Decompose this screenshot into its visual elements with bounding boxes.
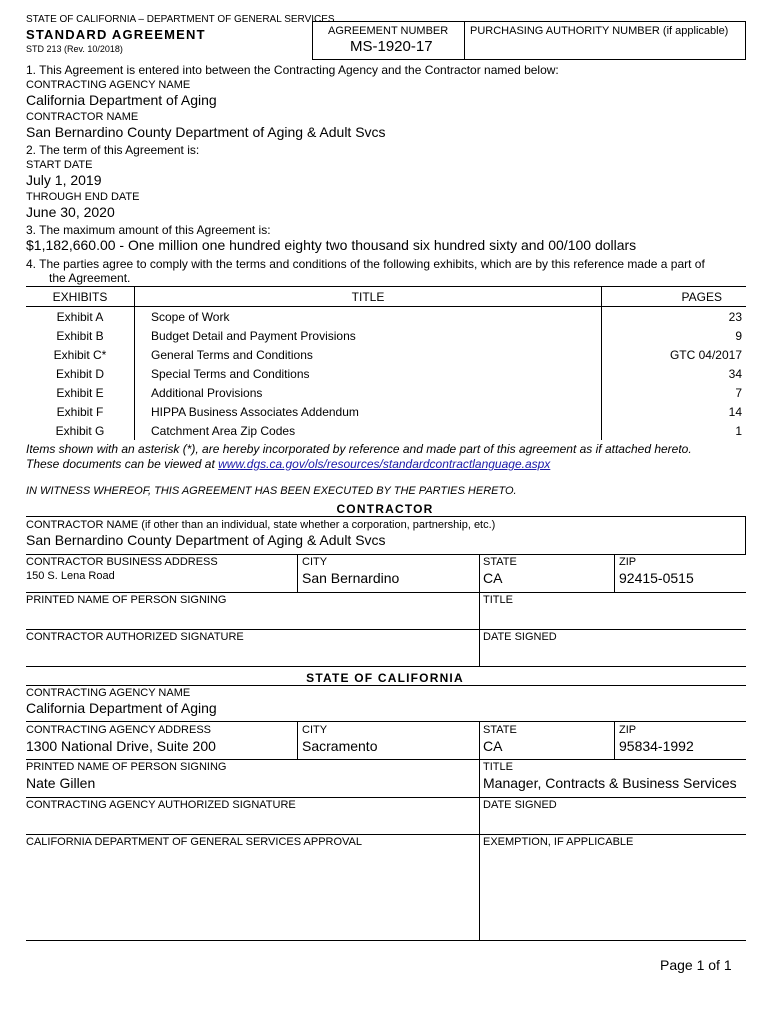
exhibit-cell: Exhibit A — [26, 307, 135, 327]
end-date[interactable]: June 30, 2020 — [26, 204, 115, 220]
contractor-printed-name-label: PRINTED NAME OF PERSON SIGNING — [26, 594, 227, 606]
exhibits-header-row — [26, 287, 746, 307]
contractor-title-label: TITLE — [483, 594, 513, 606]
exhibit-cell: Exhibit D — [26, 364, 135, 383]
exhibit-cell: Exhibit C* — [26, 345, 135, 364]
pages-cell: 34 — [602, 364, 747, 383]
title-cell: Additional Provisions — [151, 385, 263, 400]
pages-cell: 1 — [602, 421, 747, 440]
table-row — [26, 364, 746, 383]
exhibits-table — [26, 286, 746, 440]
agency-name-label: CONTRACTING AGENCY NAME — [26, 79, 191, 91]
section2-intro: 2. The term of this Agreement is: — [26, 143, 200, 157]
title-cell: General Terms and Conditions — [151, 347, 313, 362]
contractor-address[interactable]: 150 S. Lena Road — [26, 570, 115, 582]
pages-cell: 23 — [602, 307, 747, 327]
purchasing-authority-label: PURCHASING AUTHORITY NUMBER (if applicable) — [470, 25, 729, 37]
exhibit-cell: Exhibit B — [26, 326, 135, 345]
section3-intro: 3. The maximum amount of this Agreement is: — [26, 223, 271, 237]
state-title[interactable]: Manager, Contracts & Business Services — [483, 775, 737, 791]
title-cell: Scope of Work — [151, 309, 230, 324]
agreement-number-label: AGREEMENT NUMBER — [328, 25, 449, 37]
table-row — [26, 345, 746, 364]
exhibit-cell: Exhibit F — [26, 402, 135, 421]
asterisk-note: Items shown with an asterisk (*), are hereby incorporated by reference and made part of this agreement as if attached hereto. — [26, 442, 692, 456]
contractor-name-field-label: CONTRACTOR NAME (if other than an individual, state whether a corporation, partnership, etc.) — [26, 519, 496, 531]
contractor-zip-label: ZIP — [619, 556, 637, 568]
start-date[interactable]: July 1, 2019 — [26, 172, 102, 188]
contractor-signature-label: CONTRACTOR AUTHORIZED SIGNATURE — [26, 631, 244, 643]
viewed-at-line — [26, 457, 550, 471]
table-row — [26, 421, 746, 440]
contractor-date-label: DATE SIGNED — [483, 631, 557, 643]
contractor-name[interactable]: San Bernardino County Department of Aging & Adult Svcs — [26, 124, 386, 140]
state-printed-name[interactable]: Nate Gillen — [26, 775, 96, 791]
contractor-zip[interactable]: 92415-0515 — [619, 570, 694, 586]
state-heading: STATE OF CALIFORNIA — [306, 671, 464, 685]
contractor-city[interactable]: San Bernardino — [302, 570, 400, 586]
state-address-label: CONTRACTING AGENCY ADDRESS — [26, 724, 211, 736]
state-city[interactable]: Sacramento — [302, 738, 378, 754]
title-cell: Catchment Area Zip Codes — [151, 423, 296, 438]
form-number: STD 213 (Rev. 10/2018) — [26, 44, 123, 54]
max-amount[interactable]: $1,182,660.00 - One million one hundred eighty two thousand six hundred sixty and 00/100 dollars — [26, 237, 637, 253]
state-agency-name-label: CONTRACTING AGENCY NAME — [26, 687, 191, 699]
state-agency-name[interactable]: California Department of Aging — [26, 700, 217, 716]
table-row — [26, 307, 746, 327]
table-row — [26, 326, 746, 345]
pages-cell: 7 — [602, 383, 747, 402]
viewed-at-text: These documents can be viewed at — [26, 457, 215, 471]
page-number: Page 1 of 1 — [660, 957, 732, 973]
section1-intro: 1. This Agreement is entered into between the Contracting Agency and the Contractor named below: — [26, 63, 559, 77]
contractor-name-field[interactable]: San Bernardino County Department of Aging & Adult Svcs — [26, 532, 386, 548]
department-line: STATE OF CALIFORNIA – DEPARTMENT OF GENERAL SERVICES — [26, 14, 335, 25]
title-cell: Budget Detail and Payment Provisions — [151, 328, 356, 343]
exhibits-col-header: EXHIBITS — [26, 287, 135, 307]
contractor-name-label: CONTRACTOR NAME — [26, 111, 139, 123]
state-state-label: STATE — [483, 724, 517, 736]
table-row — [26, 383, 746, 402]
state-signature-label: CONTRACTING AGENCY AUTHORIZED SIGNATURE — [26, 799, 296, 811]
end-date-label: THROUGH END DATE — [26, 191, 140, 203]
pages-cell: GTC 04/2017 — [602, 345, 747, 364]
contractor-city-label: CITY — [302, 556, 328, 568]
state-address[interactable]: 1300 National Drive, Suite 200 — [26, 738, 216, 754]
exemption-label: EXEMPTION, IF APPLICABLE — [483, 836, 634, 848]
standard-contract-language-link[interactable]: www.dgs.ca.gov/ols/resources/standardcontractlanguage.aspx — [218, 457, 551, 471]
contractor-address-label: CONTRACTOR BUSINESS ADDRESS — [26, 556, 218, 568]
state-zip-label: ZIP — [619, 724, 637, 736]
table-row — [26, 402, 746, 421]
start-date-label: START DATE — [26, 159, 93, 171]
state-city-label: CITY — [302, 724, 328, 736]
exhibit-cell: Exhibit G — [26, 421, 135, 440]
agreement-number[interactable]: MS-1920-17 — [350, 38, 433, 55]
state-state[interactable]: CA — [483, 738, 503, 754]
title-cell: HIPPA Business Associates Addendum — [151, 404, 359, 419]
title-cell: Special Terms and Conditions — [151, 366, 310, 381]
witness-statement: IN WITNESS WHEREOF, THIS AGREEMENT HAS BEEN EXECUTED BY THE PARTIES HERETO. — [26, 485, 517, 497]
contractor-heading: CONTRACTOR — [336, 502, 434, 516]
pages-col-header: PAGES — [602, 287, 747, 307]
contractor-state-label: STATE — [483, 556, 517, 568]
state-date-label: DATE SIGNED — [483, 799, 557, 811]
title-col-header: TITLE — [135, 287, 602, 307]
state-zip[interactable]: 95834-1992 — [619, 738, 694, 754]
section4-intro-line1: 4. The parties agree to comply with the terms and conditions of the following exhibits, which are by this reference made a part of — [26, 257, 705, 271]
form-title: STANDARD AGREEMENT — [26, 27, 206, 42]
section4-intro-line2: the Agreement. — [49, 271, 131, 285]
state-printed-name-label: PRINTED NAME OF PERSON SIGNING — [26, 761, 227, 773]
contractor-state[interactable]: CA — [483, 570, 503, 586]
pages-cell: 9 — [602, 326, 747, 345]
state-title-label: TITLE — [483, 761, 513, 773]
exhibit-cell: Exhibit E — [26, 383, 135, 402]
agency-name[interactable]: California Department of Aging — [26, 92, 217, 108]
pages-cell: 14 — [602, 402, 747, 421]
dgs-approval-label: CALIFORNIA DEPARTMENT OF GENERAL SERVICES APPROVAL — [26, 836, 362, 848]
